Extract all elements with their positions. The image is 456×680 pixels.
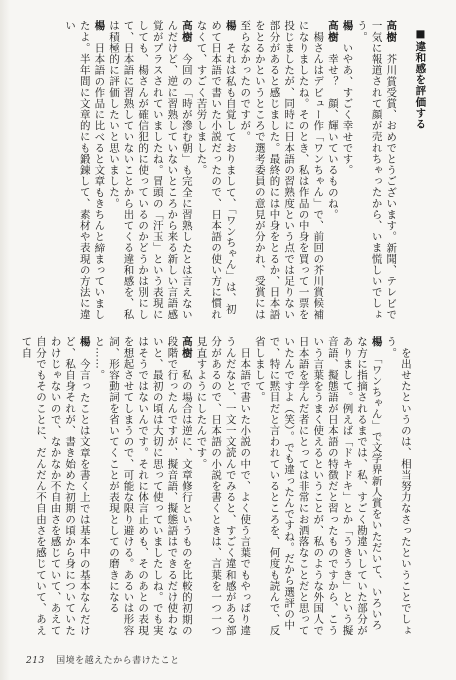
paragraph-text: を出せたというのは、相当努力なさったということでしょう。 — [385, 336, 412, 636]
speaker-label: 高樹 — [180, 336, 193, 359]
paragraph-text: 幸せ？ 顔、輝いているものね。 — [326, 53, 339, 220]
paragraph — [194, 20, 238, 320]
speaker-label: 高樹 — [326, 20, 339, 43]
speaker-label: 楊 — [370, 336, 383, 348]
speaker-label: 楊 — [93, 20, 106, 32]
page-number: 213 — [26, 656, 45, 666]
paragraph — [252, 336, 383, 636]
paragraph — [325, 20, 340, 320]
paragraph-text: 「ワンちゃん」で文学界新人賞をいただいて、いろいろな方に指摘されるまでは、私、すごく勘違いしていた部分がありまして。例えば「ドキドキ」とか「うきうき」という擬音語、擬態語が日本語の特徴だと習ったものですから、こういう言葉をうまく使えるということが、私のような外国人で日本語を学んだ者にとっては非常にお洒落なことだと思っていたんですよ（笑）。でも違ったんですね。だから選評の中で、特に黙目だと言われているところを、何度も読んで、反省しまして。 — [253, 336, 383, 636]
speaker-label: 高樹 — [180, 20, 193, 43]
paragraph — [354, 20, 398, 320]
paragraph-text: 今言ったことは文章を書く上では基本中の基本なんだけど、私自身それが、書き始めた初期の頃から身についていたわけじゃないので、なかなか不自由さを感じていて、あえて自分でもそのことに、だんだん不自由さを感じていて、あえて自 — [20, 336, 91, 636]
speaker-label: 楊 — [224, 20, 237, 32]
paragraph-text: 楊さんはデビュー作「ワンちゃん」で、前回の芥川賞候補になりましたね。そのとき、私は作品の中身を買って一票を投じましたが、同時に日本語の習熟度という点では足りない部分があると感じました。最終的には中身をとるか、日本語をとるかというところで選考委員の意見が分かれ、受賞には至らなかったのですが。 — [239, 20, 325, 320]
paragraph-text: いやあ、すごく幸せです。 — [341, 42, 354, 176]
paragraph-text: 日本語の作品に比べると文章もきちんと締まっていましたよ。半年間に文章的にも鍛錬して、素材や表現の方法に違い — [64, 20, 106, 320]
paragraph — [19, 336, 92, 636]
upper-paragraph-list — [63, 20, 399, 320]
paragraph-text: 日本語で書いた小説の中で、よく使う言葉でもやっぱり違うんだなと、一文一文読んでみると、すごく違和感がある部分があるので、日本語の小説を書くときは、言葉を一つ一つ見直すようにしたんです。 — [195, 336, 252, 636]
speaker-label: 高樹 — [385, 20, 398, 43]
running-title: 国境を越えたから書けたこと — [56, 656, 180, 666]
upper-text-block — [14, 20, 442, 320]
paragraph-text: それは私も自覚しておりまして、「ワンちゃん」は、初めて日本語で書いた小説だったので、日本語の使い方に慣れなくて、すごく苦労しました。 — [195, 20, 237, 320]
paragraph-text: 今回の「時が滲む朝」も完全に習熟したとは言えないんだけど、逆に習熟していないところから来る新しい言語感覚がプラスされていましたね。冒頭の「汗玉」という表現にしても、楊さんが確信犯的に使っているのかどうかは別にして、日本語に習熟していないことから出てくる違和感を、私は積極的に評価したいと思いました。 — [107, 20, 193, 320]
paragraph — [340, 20, 355, 320]
paragraph — [384, 336, 413, 636]
paragraph-text: 芥川賞受賞、おめでとうございます。新聞、テレビで一気に報道されて顔が売れちゃったから、いま慌しいでしょう。 — [356, 20, 398, 320]
lower-text-block — [14, 336, 442, 636]
speaker-label: 楊 — [78, 336, 91, 348]
paragraph-text: 私の場合は逆に、文章修行というものを比較的初期の段階で行ったんですが、擬音語、擬態語はできるだけ使わないと、最初の頃は大切に思って使っていましたしね。でも実はそうではないんです。それに体言止めも、そのあとの表現を想起させてしまうので、可能な限り避ける。あるいは形容詞、形容動詞を省いてくことが表現としての磨きになると……。 — [93, 336, 193, 636]
section-heading: ■違和感を評価する — [414, 27, 427, 130]
paragraph — [63, 20, 107, 320]
paragraph — [194, 336, 252, 636]
page-footer — [26, 653, 180, 666]
speaker-label: 楊 — [341, 20, 354, 32]
paragraph — [92, 336, 194, 636]
paragraph — [238, 20, 326, 320]
paragraph — [106, 20, 194, 320]
lower-paragraph-list — [19, 336, 413, 636]
